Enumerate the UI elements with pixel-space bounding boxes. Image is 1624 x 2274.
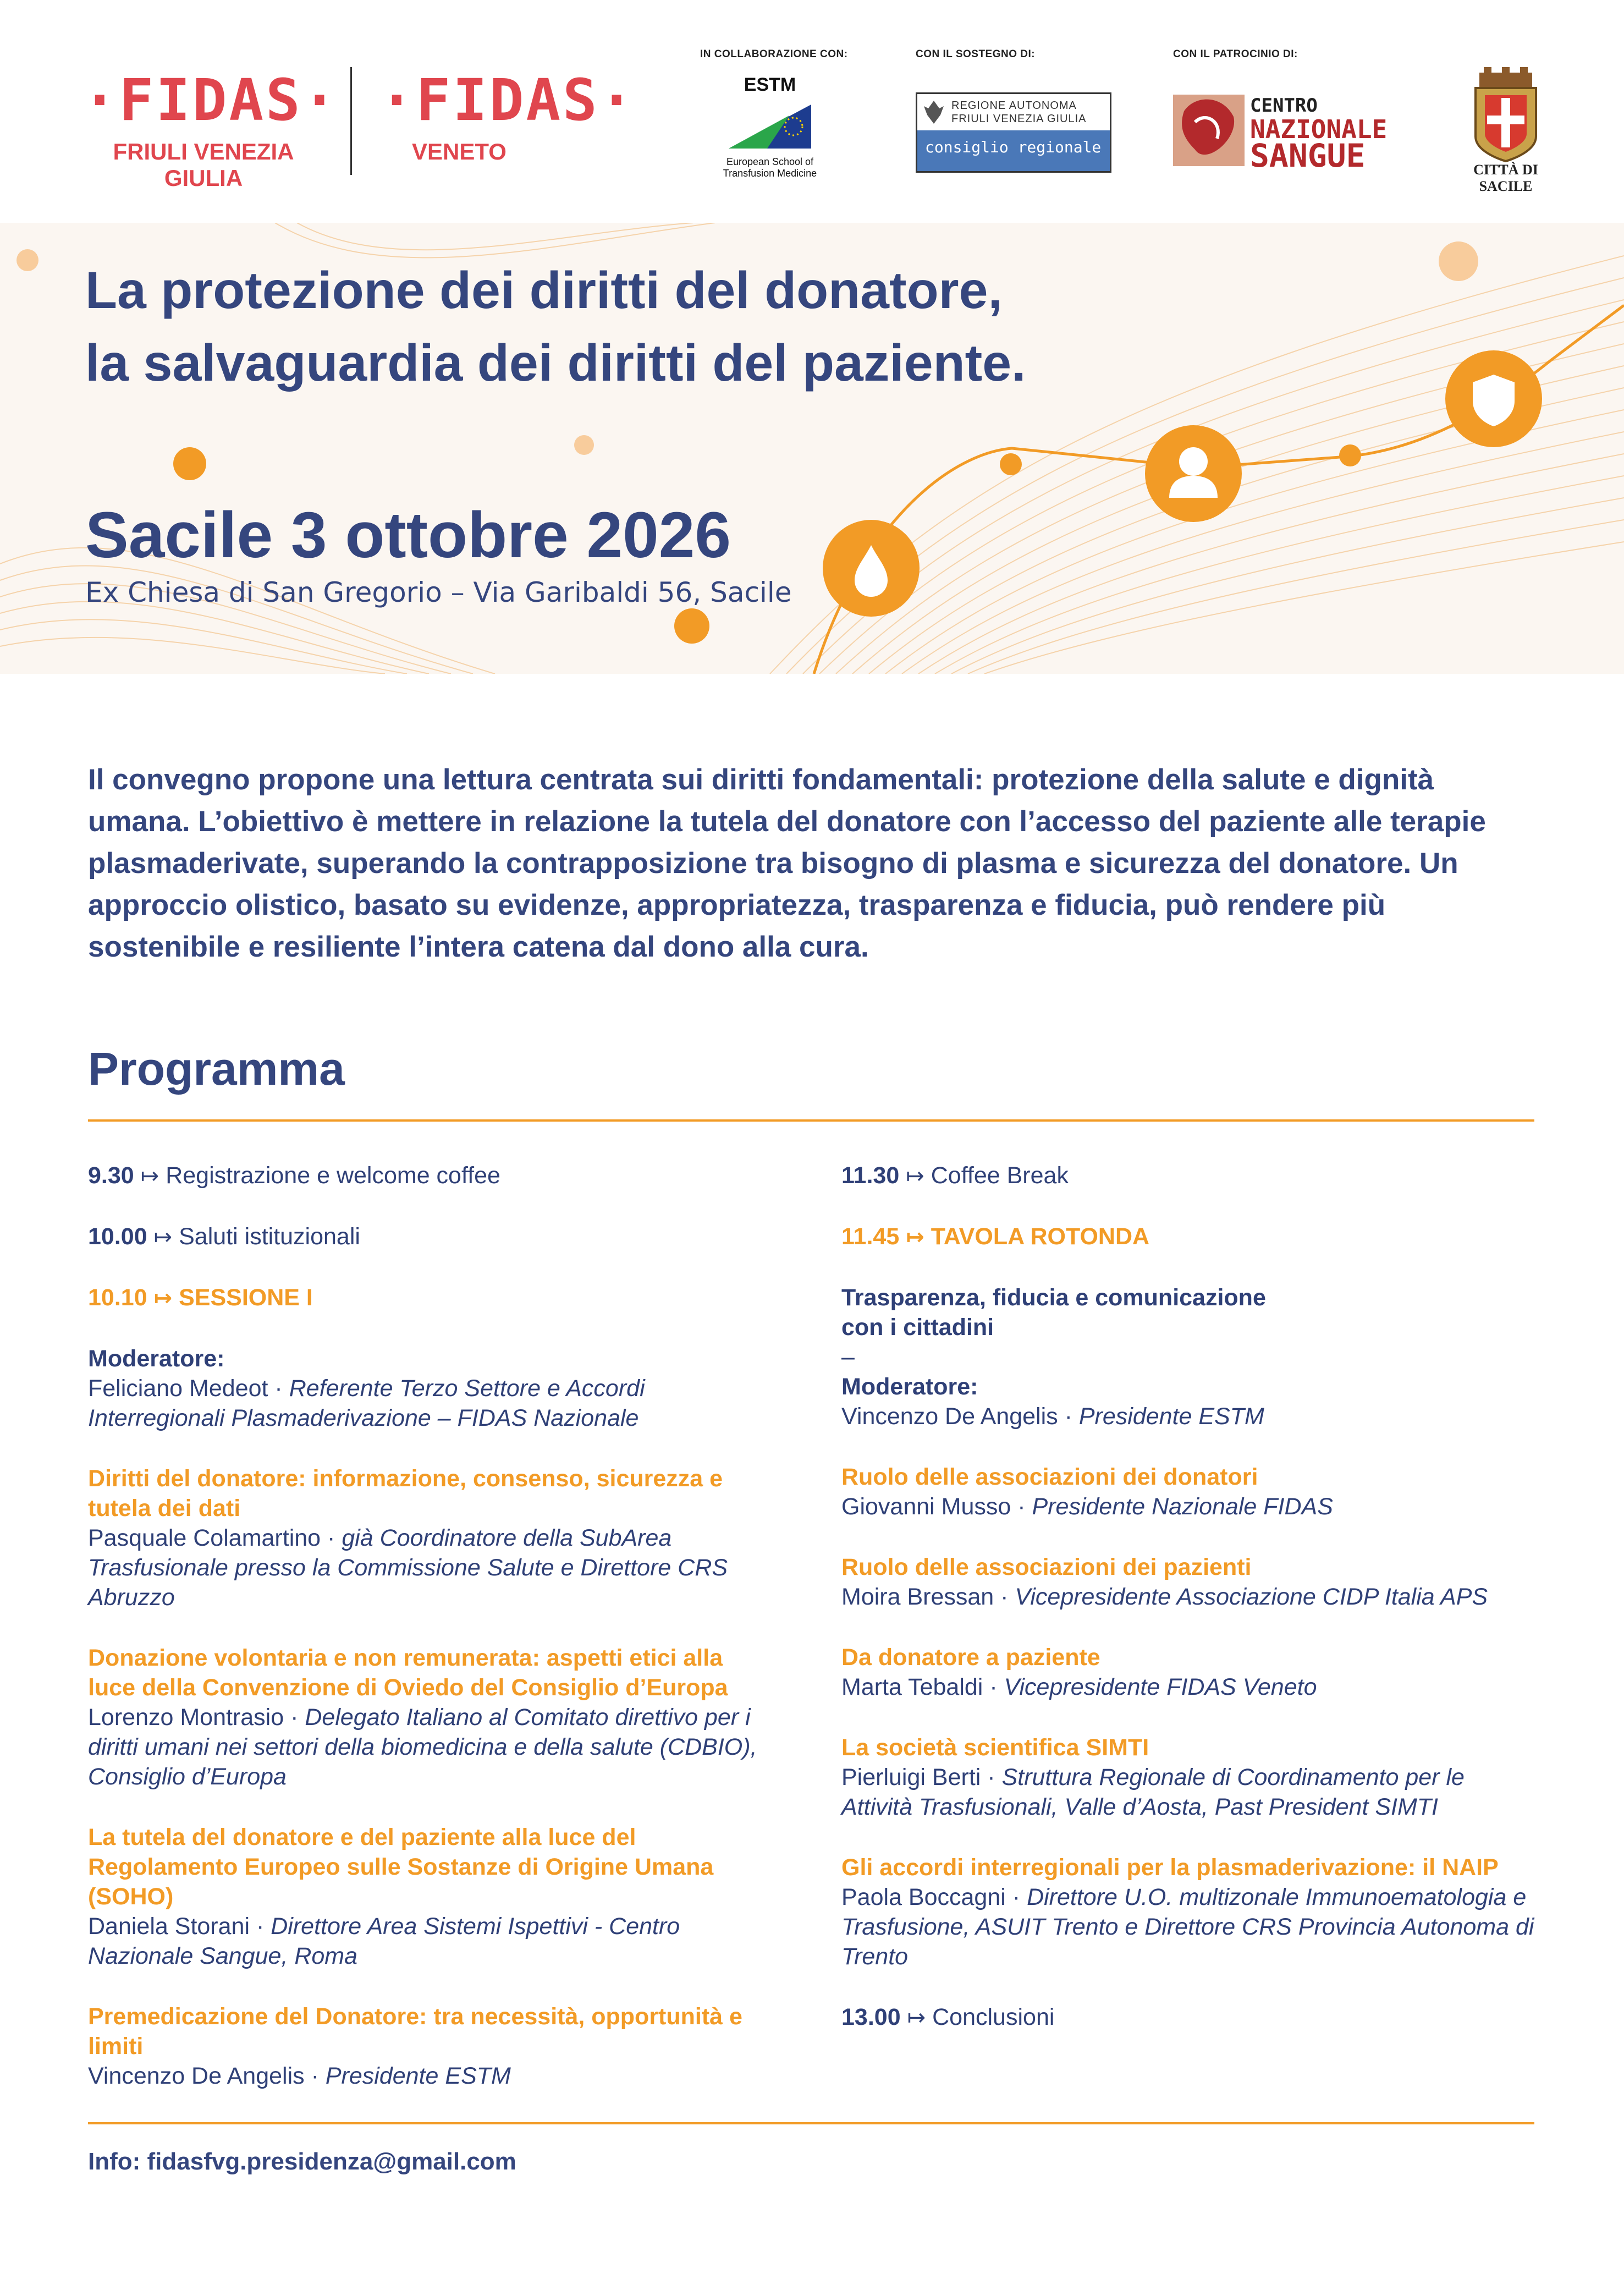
eagle-icon <box>923 98 945 126</box>
network-dot <box>1339 444 1361 466</box>
schedule-item: 10.00 ↦ Saluti istituzionali <box>88 1223 360 1250</box>
talk-item: Da donatore a paziente Marta Tebaldi · Vicepresidente FIDAS Veneto <box>841 1644 1317 1700</box>
shield-icon <box>1445 350 1542 447</box>
estm-emblem-icon <box>723 99 817 154</box>
divider-bottom <box>88 2122 1534 2124</box>
programma-heading: Programma <box>88 1043 345 1095</box>
event-date: Sacile 3 ottobre 2026 <box>85 499 731 572</box>
patronage-label: CON IL PATROCINIO DI: <box>1173 48 1298 60</box>
regione-logo: REGIONE AUTONOMA FRIULI VENEZIA GIULIA consiglio regionale <box>916 92 1111 173</box>
round-table-block: Trasparenza, fiducia e comunicazione con i cittadini – Moderatore: Vincenzo De Angelis · Presidente ESTM <box>841 1284 1266 1430</box>
blood-drop-icon <box>823 520 920 617</box>
estm-logo: ESTM European School of Transfusion Medicine <box>723 74 817 179</box>
schedule-item: 9.30 ↦ Registrazione e welcome coffee <box>88 1162 500 1189</box>
schedule-item: 13.00 ↦ Conclusioni <box>841 2004 1055 2030</box>
fidas-fvg-logo: ·FIDAS· FRIULI VENEZIA GIULIA <box>82 67 339 191</box>
program-right-column <box>841 1161 1540 2063</box>
talk-item: Diritti del donatore: informazione, consenso, sicurezza e tutela dei dati Pasquale Colamartino · già Coordinatore della SubArea Trasfusionale presso la Commissione Salute e Direttore CRS Abruzzo <box>88 1465 728 1611</box>
decor-dot <box>16 249 38 271</box>
logo-divider <box>350 67 352 175</box>
collab-label: IN COLLABORAZIONE CON: <box>700 48 848 60</box>
divider-top <box>88 1119 1534 1122</box>
cns-logo: CENTRO NAZIONALE SANGUE <box>1173 89 1388 172</box>
session-item: 10.10 ↦ SESSIONE I <box>88 1284 313 1311</box>
fidas-veneto-logo: ·FIDAS· VENETO <box>379 67 636 164</box>
talk-item: Gli accordi interregionali per la plasmaderivazione: il NAIP Paola Boccagni · Direttore U.O. multizonale Immunoematologia e Trasfusione, ASUIT Trento e Direttore CRS Provincia Autonoma di Trento <box>841 1854 1534 1970</box>
schedule-item: 11.30 ↦ Coffee Break <box>841 1162 1069 1189</box>
decor-dot <box>674 608 709 644</box>
decor-dot <box>1439 241 1478 281</box>
fidas-fvg-region: FRIULI VENEZIA GIULIA <box>113 139 294 191</box>
decor-dot <box>173 447 206 480</box>
event-title: La protezione dei diritti del donatore, la salvaguardia dei diritti del paziente. <box>85 261 1026 392</box>
session-item: 11.45 ↦ TAVOLA ROTONDA <box>841 1223 1150 1250</box>
citta-di-sacile-crest: CITTÀ DI SACILE <box>1445 65 1566 186</box>
network-dot <box>1000 453 1022 475</box>
talk-item: Donazione volontaria e non remunerata: aspetti etici alla luce della Convenzione di Oviedo del Consiglio d’Europa Lorenzo Montrasio · Delegato Italiano al Comitato direttivo per i diritti umani nei settori della biomedicina e della salute (CDBIO), Consiglio d’Europa <box>88 1645 757 1790</box>
cns-heart-icon <box>1173 89 1245 172</box>
event-venue: Ex Chiesa di San Gregorio – Via Garibaldi 56, Sacile <box>85 576 792 608</box>
talk-item: La società scientifica SIMTI Pierluigi Berti · Struttura Regionale di Coordinamento per le Attività Trasfusionali, Valle d’Aosta, Past President SIMTI <box>841 1734 1465 1820</box>
talk-item: La tutela del donatore e del paziente alla luce del Regolamento Europeo sulle Sostanze di Origine Umana (SOHO) Daniela Storani · Direttore Area Sistemi Ispettivi - Centro Nazionale Sangue, Roma <box>88 1824 714 1969</box>
fidas-veneto-region: VENETO <box>412 139 507 164</box>
talk-item: Ruolo delle associazioni dei pazienti Moira Bressan · Vicepresidente Associazione CIDP Italia APS <box>841 1554 1488 1610</box>
talk-item: Ruolo delle associazioni dei donatori Giovanni Musso · Presidente Nazionale FIDAS <box>841 1464 1333 1520</box>
contact-info: Info: fidasfvg.presidenza@gmail.com <box>88 2148 516 2175</box>
user-icon <box>1145 425 1242 522</box>
talk-item: Premedicazione del Donatore: tra necessità, opportunità e limiti Vincenzo De Angelis · Presidente ESTM <box>88 2003 742 2089</box>
program-left-column <box>88 1161 775 2122</box>
support-label: CON IL SOSTEGNO DI: <box>916 48 1036 60</box>
decor-dot <box>574 435 594 455</box>
intro-paragraph: Il convegno propone una lettura centrata sui diritti fondamentali: protezione della salute e dignità umana. L’obiettivo è mettere in relazione la tutela del donatore con l’accesso del paziente alle terapie plasmaderivate, superando la contrapposizione tra bisogno di plasma e sicurezza del donatore. Un approccio olistico, basato su evidenze, appropriatezza, trasparenza e fiducia, può rendere più sostenibile e resiliente l’intera catena dal dono alla cura. <box>88 764 1486 963</box>
moderator-block: Moderatore: Feliciano Medeot · Referente Terzo Settore e Accordi Interregionali Plasmaderivazione – FIDAS Nazionale <box>88 1345 645 1431</box>
